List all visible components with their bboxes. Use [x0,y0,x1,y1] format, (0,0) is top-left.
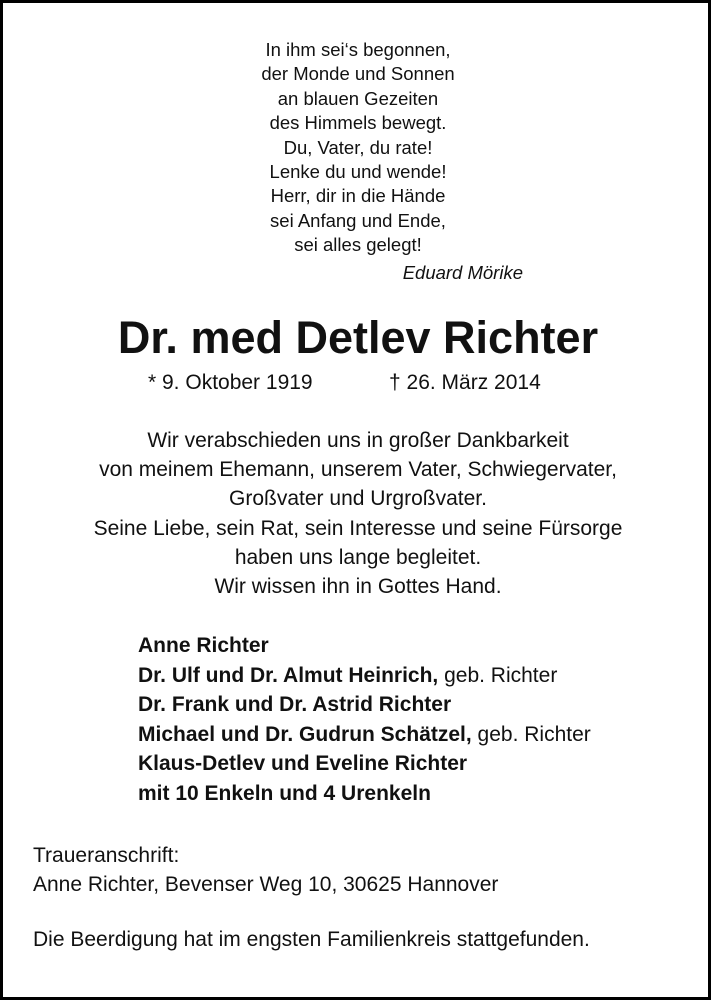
family-member-suffix: geb. Richter [471,722,591,746]
poem-author: Eduard Mörike [402,262,523,283]
family-member-name: Dr. Ulf und Dr. Almut Heinrich, [138,663,439,687]
poem-line: In ihm sei‘s begonnen, [265,39,451,60]
family-member [138,720,591,750]
poem-line: Herr, dir in die Hände [270,185,446,207]
message-line: Wir wissen ihn in Gottes Hand. [214,575,502,599]
poem-line: Lenke du und wende! [269,161,447,183]
family-member [138,749,591,779]
funeral-notice: Die Beerdigung hat im engsten Familienkreis stattgefunden. [33,928,590,951]
mourning-address [33,841,498,899]
message-line: haben uns lange begleitet. [234,545,482,569]
family-member-suffix: geb. Richter [438,663,558,687]
message-line: von meinem Ehemann, unserem Vater, Schwiegervater, [99,458,617,482]
family-member [138,661,591,691]
family-member-name: Michael und Dr. Gudrun Schätzel, [138,722,472,746]
address-value: Anne Richter, Bevenser Weg 10, 30625 Hannover [33,873,499,896]
poem-line: sei Anfang und Ende, [270,209,446,231]
poem-line: an blauen Gezeiten [277,87,439,109]
family-member-name: Anne Richter [138,634,269,657]
poem [3,38,711,258]
family-member-name: mit 10 Enkeln und 4 Urenkeln [138,781,431,805]
family-member [138,779,591,809]
farewell-message [3,426,711,601]
family-member [138,690,591,720]
family-member-name: Dr. Frank und Dr. Astrid Richter [138,693,452,716]
message-line: Seine Liebe, sein Rat, sein Interesse und seine Fürsorge [93,516,623,540]
poem-line: Du, Vater, du rate! [283,136,433,158]
message-line: Wir verabschieden uns in großer Dankbarkeit [147,429,569,452]
poem-line: des Himmels bewegt. [269,112,447,134]
family-member [138,631,591,661]
death-date: † 26. März 2014 [389,371,541,394]
birth-date: * 9. Oktober 1919 [148,371,313,394]
deceased-name: Dr. med Detlev Richter [117,312,599,363]
poem-line: sei alles gelegt! [294,234,422,256]
address-label: Traueranschrift: [33,844,180,867]
poem-line: der Monde und Sonnen [261,63,455,85]
message-line: Großvater und Urgroßvater. [229,487,487,511]
family-member-name: Klaus-Detlev und Eveline Richter [138,752,468,775]
family-list [138,631,591,808]
